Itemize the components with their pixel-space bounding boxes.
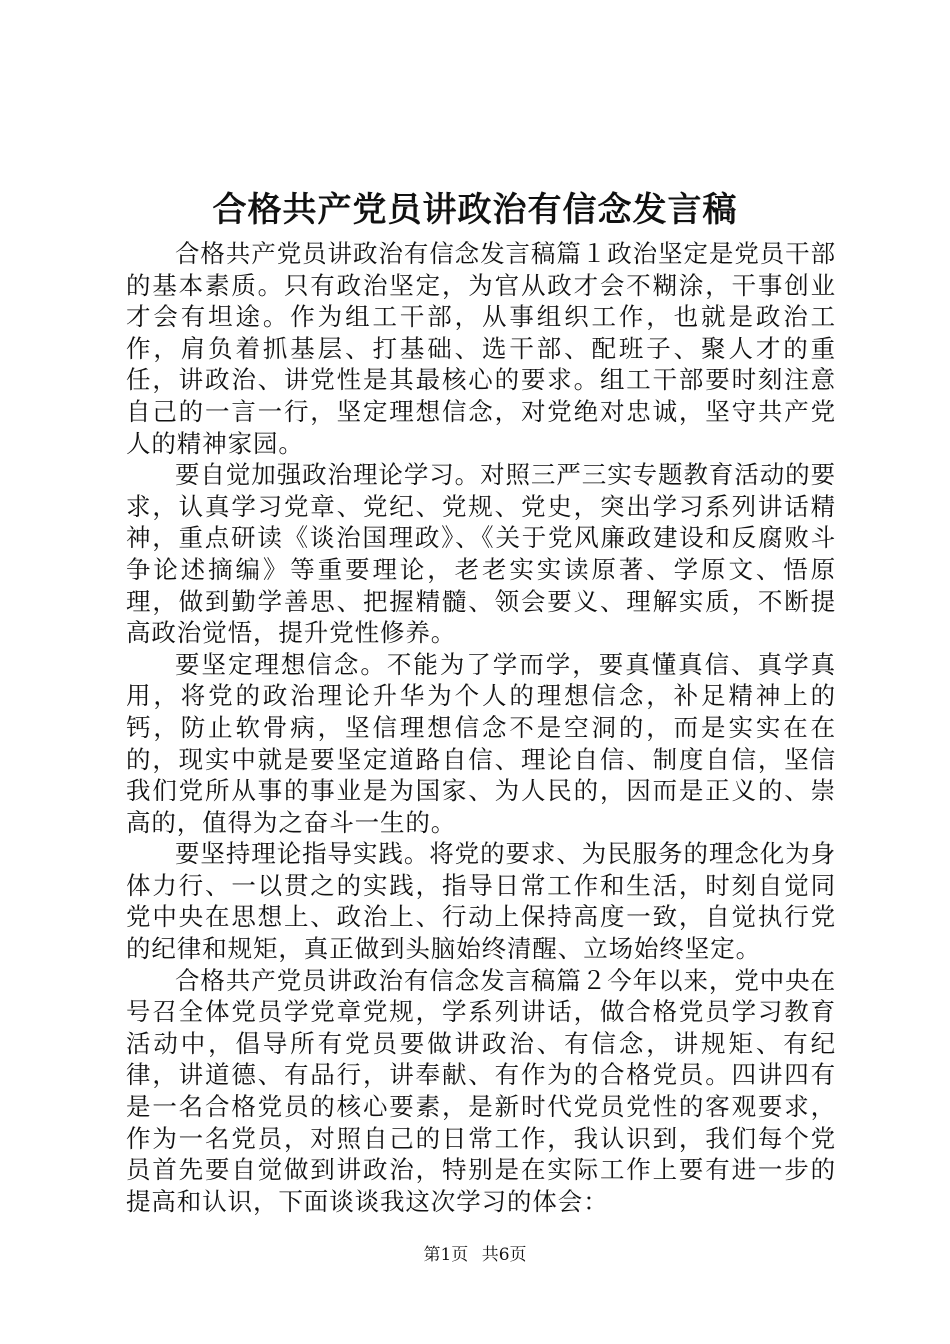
document-body	[126, 238, 836, 1217]
page-footer	[0, 1244, 950, 1266]
paragraph-4: 要坚持理论指导实践。将党的要求、为民服务的理念化为身体力行、一以贯之的实践，指导日常工作和生活，时刻自觉同党中央在思想上、政治上、行动上保持高度一致，自觉执行党的纪律和规矩，真正做到头脑始终清醒、立场始终坚定。	[126, 839, 836, 964]
paragraph-2: 要自觉加强政治理论学习。对照三严三实专题教育活动的要求，认真学习党章、党纪、党规、党史，突出学习系列讲话精神，重点研读《谈治国理政》、《关于党风廉政建设和反腐败斗争论述摘编》等重要理论，老老实实读原著、学原文、悟原理，做到勤学善思、把握精髓、领会要义、理解实质，不断提高政治觉悟，提升党性修养。	[126, 460, 836, 648]
page-total: 共6页	[481, 1245, 527, 1265]
paragraph-1: 合格共产党员讲政治有信念发言稿篇１政治坚定是党员干部的基本素质。只有政治坚定，为官从政才会不糊涂，干事创业才会有坦途。作为组工干部，从事组织工作，也就是政治工作，肩负着抓基层、打基础、选干部、配班子、聚人才的重任，讲政治、讲党性是其最核心的要求。组工干部要时刻注意自己的一言一行，坚定理想信念，对党绝对忠诚，坚守共产党人的精神家园。	[126, 239, 836, 458]
paragraph-5: 合格共产党员讲政治有信念发言稿篇２今年以来，党中央在号召全体党员学党章党规，学系列讲话，做合格党员学习教育活动中，倡导所有党员要做讲政治、有信念，讲规矩、有纪律，讲道德、有品行，讲奉献、有作为的合格党员。四讲四有是一名合格党员的核心要素，是新时代党员党性的客观要求，作为一名党员，对照自己的日常工作，我认识到，我们每个党员首先要自觉做到讲政治，特别是在实际工作上要有进一步的提高和认识，下面谈谈我这次学习的体会：	[126, 965, 836, 1216]
page-number: 第1页	[423, 1245, 469, 1265]
paragraph-3: 要坚定理想信念。不能为了学而学，要真懂真信、真学真用，将党的政治理论升华为个人的理想信念，补足精神上的钙，防止软骨病，坚信理想信念不是空洞的，而是实实在在的，现实中就是要坚定道路自信、理论自信、制度自信，坚信我们党所从事的事业是为国家、为人民的，因而是正义的、崇高的，值得为之奋斗一生的。	[126, 649, 836, 837]
document-title: 合格共产党员讲政治有信念发言稿	[212, 190, 738, 230]
